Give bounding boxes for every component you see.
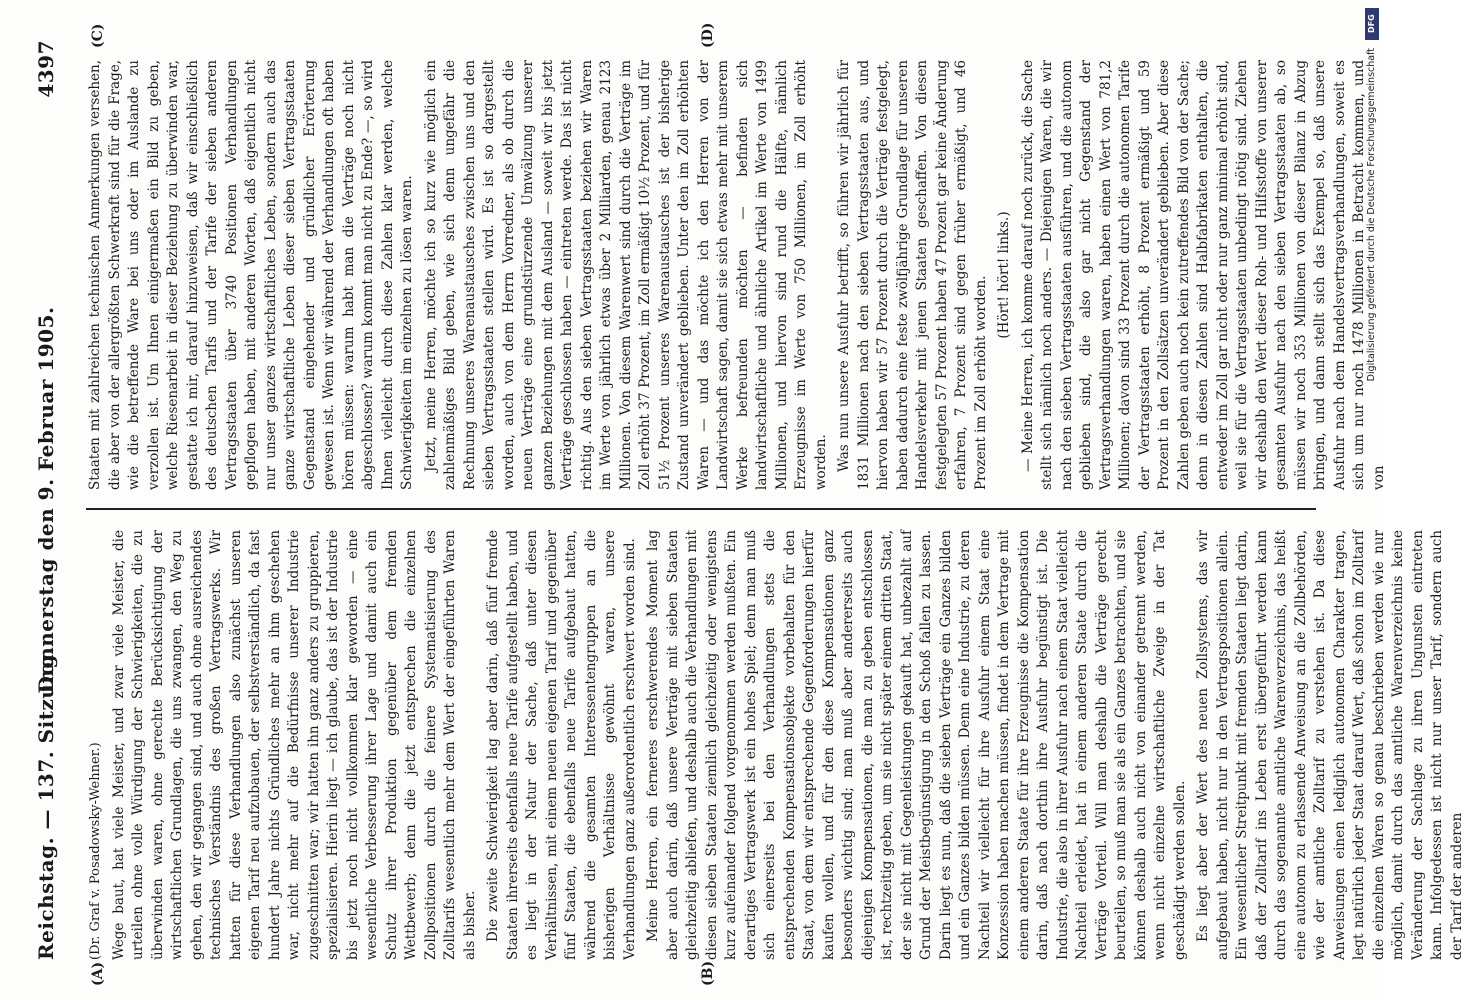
interjection: (Hört! hört! links.): [996, 211, 1012, 339]
margin-marker-b: (B): [700, 960, 716, 986]
paragraph: Was nun unsere Ausfuhr betrifft, so führen wir jährlich für 1831 Millionen nach den sieben Vertragsstaaten aus, und hiervon haben wir 57 Prozent durch die Verträge festgelegt, haben dadurch eine feste zwölfjährige Grundlage für unseren Handelsverkehr mit jenen Staaten geschaffen. Von diesen festgelegten 57 Prozent haben 47 Prozent gar keine Änderung erfahren, 7 Prozent sind gegen früher ermäßigt, und 46 Prozent im Zoll erhöht worden.: [836, 60, 989, 490]
paragraph: Wege baut, hat viele Meister, und zwar viele Meister, die urteilen ohne volle Würdigung der Schwierigkeiten, die zu überwinden waren, ohne gerechte Berücksichtigung der wirtschaftlichen Grundlagen, die uns zwangen, den Weg zu gehen, den wir gegangen sind, und auch ohne ausreichendes technisches Verständnis des großen Vertragswerks. Wir hatten für diese Verhandlungen also zunächst unseren eigenen Tarif neu aufzubauen, der selbstverständlich, da fast hundert Jahre nichts Gründliches mehr an ihm geschehen war, nicht mehr auf die Bedürfnisse unserer Industrie zugeschnitten war; wir hatten ihn ganz anders zu gruppieren, spezialisieren. Hierin liegt — ich glaube, das ist der Industrie bis jetzt noch nicht vollkommen klar geworden — eine wesentliche Verbesserung ihrer Lage und damit auch ein Schutz ihrer Produktion gegenüber dem fremden Wettbewerb; denn die jetzt entsprechen die einzelnen Zollpositionen durch die feinere Systematisierung des Zolltarifs wesentlich mehr dem Wert der eingeführten Waren als bisher.: [110, 530, 478, 960]
paragraph: Die zweite Schwierigkeit lag aber darin, daß fünf fremde Staaten ihrerseits ebenfalls neue Tarife aufgestellt haben, und es liegt in der Natur der Sache, daß unter diesen Verhältnissen, mit einem neuen eigenen Tarif und gegenüber fünf Staaten, die ebenfalls neue Tarife aufgebaut hatten, während die gesamten Interessentengruppen an die bisherigen Verhältnisse gewöhnt waren, unsere Verhandlungen ganz außerordentlich erschwert worden sind.: [485, 530, 638, 960]
page-header: [30, 40, 70, 960]
paragraph: Staaten mit zahlreichen technischen Anmerkungen versehen, die aber von der allergrößten Schwerkraft sind für die Frage, wie die betreffende Ware bei uns oder im Auslande zu verzollen ist. Um Ihnen einigermaßen ein Bild zu geben, welche Riesenarbeit in dieser Beziehung zu überwinden war, gestatte ich mir, darauf hinzuweisen, daß wir einschließlich des deutschen Tarifs und der Tarife der sieben anderen Vertragsstaaten über 3740 Positionen Verhandlungen gepflogen haben, mit anderen Worten, daß eigentlich nicht nur unser ganzes wirtschaftliches Leben, sondern auch das ganze wirtschaftliche Leben dieser sieben Vertragsstaaten Gegenstand eingehender und gründlicher Erörterung gewesen ist. Wenn wir während der Verhandlungen oft haben hören müssen: warum habt man die Verträge noch nicht abgeschlossen? warum kommt man nicht zu Ende? —, so wird Ihnen vielleicht durch diese Zahlen klar werden, welche Schwierigkeiten im einzelnen zu lösen waren.: [87, 60, 415, 490]
column-divider: [86, 508, 1316, 510]
paragraph: Es liegt aber der Wert des neuen Zollsystems, das wir aufgebaut haben, nicht nur in den Vertragspositionen allein. Ein wesentlicher Streitpunkt mit fremden Staaten liegt darin, daß der Zolltarif ins Leben erst übergeführt werden kann durch das sogenannte amtliche Warenverzeichnis, das heißt eine autonom zu erlassende Anweisung an die Zollbehörden, wie der amtliche Zolltarif zu verstehen ist. Da diese Anweisungen einen lediglich autonomen Charakter tragen, legt natürlich jeder Staat darauf Wert, daß schon im Zolltarif die einzelnen Waren so genau beschrieben werden wie nur möglich, damit durch das amtliche Warenverzeichnis keine Veränderung der Sachlage zu ihren Ungunsten eintreten kann. Infolgedessen ist nicht nur unser Tarif, sondern auch der Tarif der anderen: [1195, 530, 1465, 960]
left-column: [86, 530, 1465, 960]
paragraph: Meine Herren, ein ferneres erschwerendes Moment lag aber auch darin, daß unsere Verträge mit sieben Staaten gleichzeitig abliefen, und deshalb auch die Verhandlungen mit diesen sieben Staaten ziemlich gleichzeitig oder wenigstens kurz aufeinander folgend vorgenommen werden mußten. Ein derartiges Vertragswerk ist ein hohes Spiel; denn man muß sich einerseits bei den Verhandlungen stets die entsprechenden Kompensationsobjekte vorbehalten für den Staat, von dem wir entsprechende Gegenforderungen hierfür kaufen wollen, und für den diese Kompensationen ganz besonders wichtig sind; man muß aber andererseits auch diejenigen Kompensationen, die man zu geben entschlossen ist, rechtzeitig geben, um sie nicht später einem dritten Staat, der sie nicht mit Gegenleistungen gekauft hat, unbezahlt auf Grund der Meistbegünstigung in den Schoß fallen zu lassen. Darin liegt es nun, daß die sieben Verträge ein Ganzes bilden und ein Ganzes bilden müssen. Denn eine Industrie, zu deren Nachteil wir vielleicht für ihre Ausfuhr einem Staat eine Konzession haben machen müssen, findet in dem Vertrage mit einem anderen Staate für ihre Erzeugnisse die Kompensation darin, daß nach dorthin ihre Ausfuhr begünstigt ist. Die Industrie, die also in ihrer Ausfuhr nach einem Staat vielleicht Nachteil erleidet, hat in einem anderen Staate durch die Verträge Vorteil. Will man deshalb die Verträge gerecht beurteilen, so muß man sie als ein Ganzes betrachten, und sie können deshalb auch nicht von einander getrennt werden, wenn nicht einzelne wirtschaftliche Zweige in der Tat geschädigt werden sollen.: [645, 530, 1188, 960]
page-number: 4397: [34, 40, 58, 98]
speaker-label: (Dr. Graf v. Posadowsky-Wehner.): [88, 742, 103, 960]
margin-marker-c: (C): [90, 23, 106, 48]
paragraph: — Meine Herren, ich komme darauf noch zurück, die Sache stellt sich nämlich noch anders. — Diejenigen Waren, die wir nach den sieben Vertragsstaaten ausführen, und die autonom geblieben sind, die also gar nicht Gegenstand der Vertragsverhandlungen waren, haben einen Wert von 781,2 Millionen; davon sind 33 Prozent durch die autonomen Tarife der Vertragsstaaten erhöht, 8 Prozent ermäßigt und 59 Prozent in den Zollsätzen unverändert geblieben. Aber diese Zahlen geben auch noch kein zutreffendes Bild von der Sache; denn in diesen Zahlen sind Halbfabrikaten enthalten, die entweder im Zoll gar nicht oder nur ganz minimal erhöht sind, weil sie für die Vertragsstaaten unbedingt nötig sind. Ziehen wir deshalb den Wert dieser Roh- und Hilfsstoffe von unserer gesamten Ausfuhr nach den sieben Vertragsstaaten ab, so müssen wir noch 353 Millionen von dieser Bilanz in Abzug bringen, und dann stellt sich das Exempel so, daß unsere Ausfuhr nach dem Handelsvertragsverhandlungen, soweit es sich um nur noch 1478 Millionen in Betracht kommen, und von: [1019, 60, 1387, 490]
header-date: Donnerstag den 9. Februar 1905.: [34, 306, 58, 694]
header-left: Reichstag. — 137. Sitzung.: [34, 646, 58, 960]
digitization-credit: Digitalisierung gefördert durch die Deutsche Forschungsgemeinschaft: [1366, 48, 1377, 382]
margin-marker-a: (A): [90, 961, 106, 986]
dfg-logo: DFG: [1365, 8, 1379, 40]
margin-marker-d: (D): [700, 22, 716, 48]
paragraph: Jetzt, meine Herren, möchte ich so kurz wie möglich ein zahlenmäßiges Bild geben, wie sich denn ungefähr die Rechnung unseres Warenaustausches zwischen uns und den sieben Vertragsstaaten stellen wird. Es ist so dargestellt worden, auch von dem Herrn Vorredner, als ob durch die neuen Verträge eine grundstürzende Umwälzung unserer ganzen Beziehungen mit dem Ausland — soweit wir bis jetzt Verträge geschlossen haben — eintreten werde. Das ist nicht richtig. Aus den sieben Vertragsstaaten beziehen wir Waren im Werte von jährlich etwas über 2 Milliarden, genau 2123 Millionen. Von diesem Warenwert sind durch die Verträge im Zoll erhöht 37 Prozent, im Zoll ermäßigt 10½ Prozent, und für 51½ Prozent unseres Warenaustausches ist der bisherige Zustand unverändert geblieben. Unter den im Zoll erhöhten Waren — und das möchte ich den Herren von der Landwirtschaft sagen, damit sie sich etwas mehr mit unserem Werke befreunden möchten — befinden sich landwirtschaftliche und ähnliche Artikel im Werte von 1499 Millionen, und hiervon sind rund die Hälfte, nämlich Erzeugnisse im Werte von 750 Millionen, im Zoll erhöht worden.: [422, 60, 829, 490]
